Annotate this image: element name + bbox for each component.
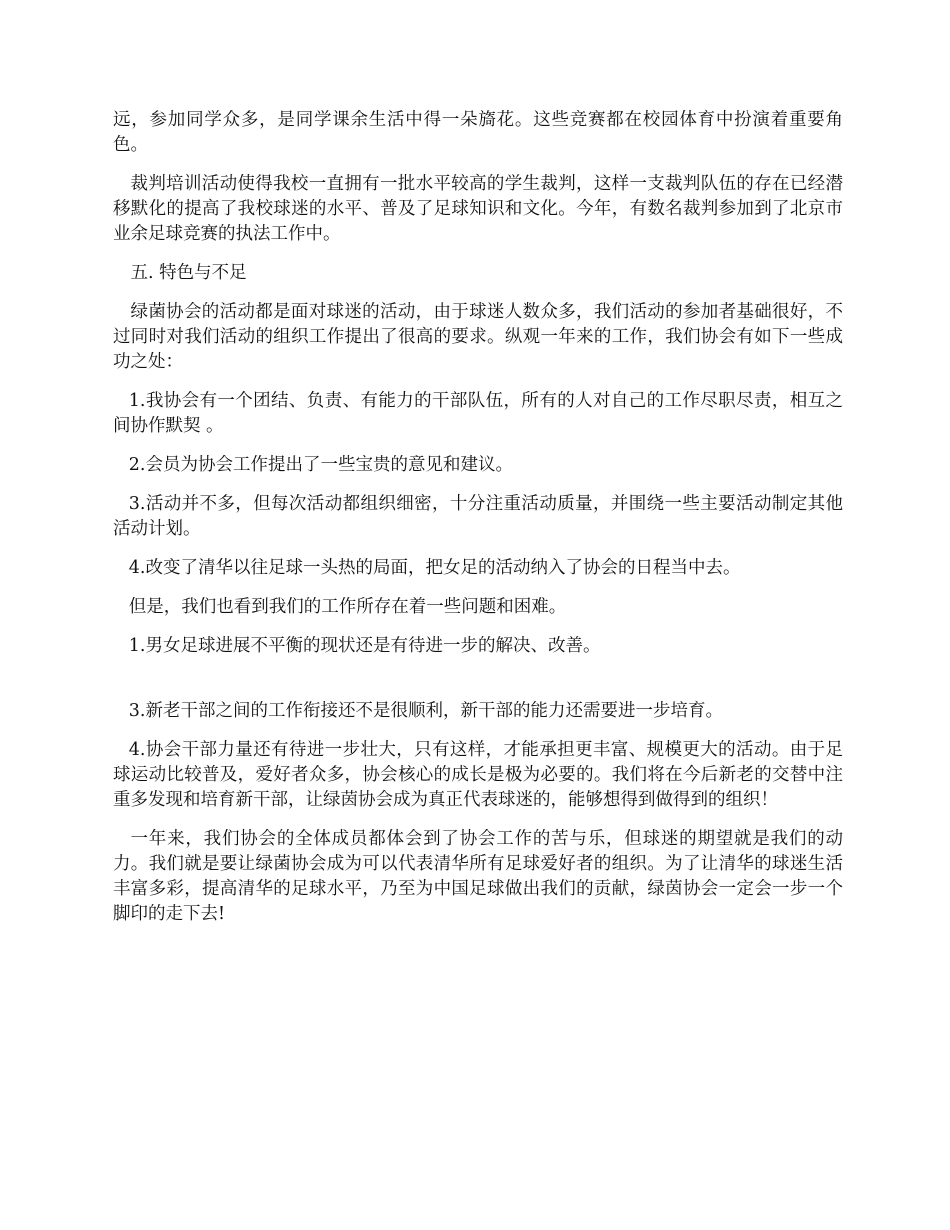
- blank-gap: [113, 673, 843, 699]
- list-item-problem-1: 1.男女足球进展不平衡的现状还是有待进一步的解决、改善。: [128, 636, 601, 656]
- list-item-success-1: 1.我协会有一个团结、负责、有能力的干部队伍，所有的人对自己的工作尽职尽责，相互之间协作默契 。: [113, 391, 843, 436]
- list-item-problem-3: 3.新老干部之间的工作衔接还不是很顺利，新干部的能力还需要进一步培育。: [128, 701, 723, 721]
- section-heading-features: 五. 特色与不足: [130, 263, 247, 283]
- paragraph-competitions: 远，参加同学众多，是同学课余生活中得一朵旖花。这些竞赛都在校园体育中扮演着重要角色。: [113, 110, 843, 155]
- document-body: [113, 108, 843, 941]
- paragraph-referee-training: 裁判培训活动使得我校一直拥有一批水平较高的学生裁判，这样一支裁判队伍的存在已经潜移默化的提高了我校球迷的水平、普及了足球知识和文化。今年，有数名裁判参加到了北京市业余足球竞赛的执法工作中。: [113, 174, 843, 244]
- paragraph-conclusion: 一年来，我们协会的全体成员都体会到了协会工作的苦与乐，但球迷的期望就是我们的动力。我们就是要让绿菌协会成为可以代表清华所有足球爱好者的组织。为了让清华的球迷生活丰富多彩，提高清华的足球水平，乃至为中国足球做出我们的贡献，绿茵协会一定会一步一个脚印的走下去!: [113, 829, 843, 924]
- list-item-problem-4: 4.协会干部力量还有待进一步壮大，只有这样，才能承担更丰富、规模更大的活动。由于足球运动比较普及，爱好者众多，协会核心的成长是极为必要的。我们将在今后新老的交替中注重多发现和培育新干部，让绿茵协会成为真正代表球迷的，能够想得到做得到的组织！: [113, 740, 843, 810]
- list-item-success-4: 4.改变了清华以往足球一头热的局面，把女足的活动纳入了协会的日程当中去。: [128, 558, 741, 578]
- list-item-success-3: 3.活动并不多，但每次活动都组织细密，十分注重活动质量，并围绕一些主要活动制定其他活动计划。: [113, 494, 843, 539]
- list-item-success-2: 2.会员为协会工作提出了一些宝贵的意见和建议。: [128, 455, 513, 475]
- paragraph-problems-intro: 但是，我们也看到我们的工作所存在着一些问题和困难。: [128, 597, 567, 617]
- paragraph-overview: 绿菌协会的活动都是面对球迷的活动，由于球迷人数众多，我们活动的参加者基础很好，不过同时对我们活动的组织工作提出了很高的要求。纵观一年来的工作，我们协会有如下一些成功之处：: [113, 302, 843, 372]
